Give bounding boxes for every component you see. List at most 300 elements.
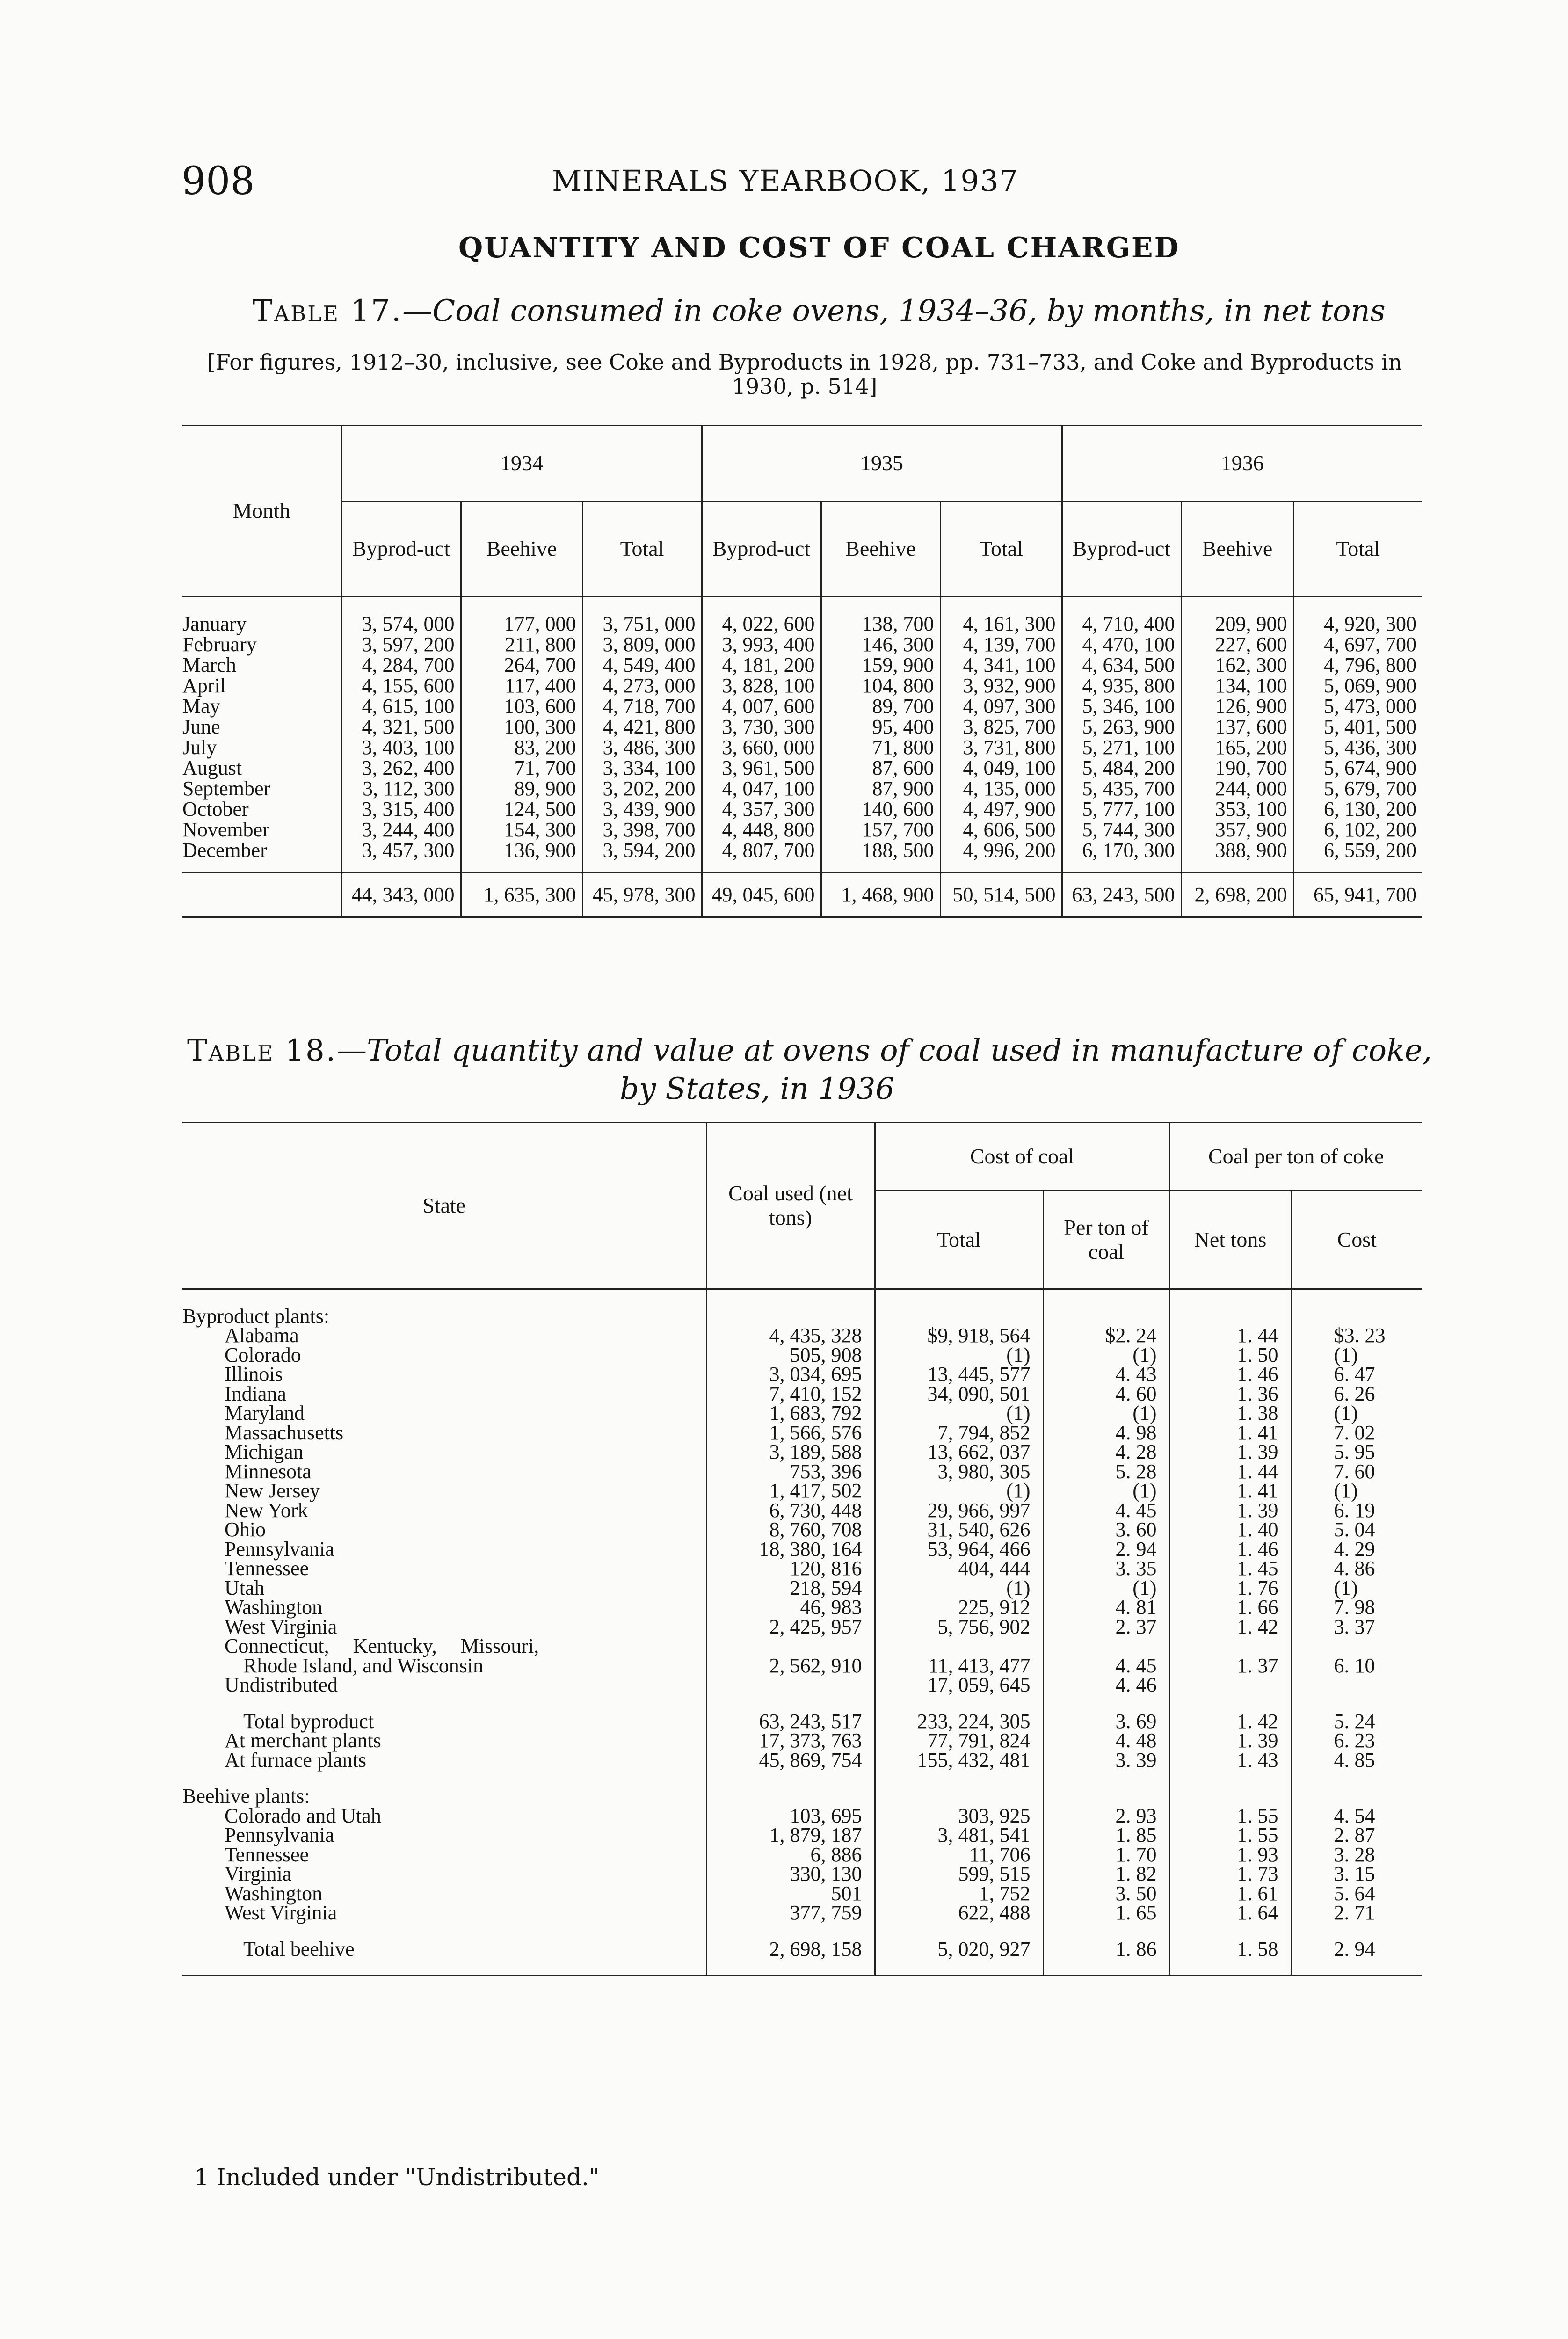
total-cell: 13, 445, 577 bbox=[875, 1365, 1043, 1384]
value-cell: 6, 102, 200 bbox=[1293, 820, 1422, 840]
value-cell: 211, 800 bbox=[461, 634, 582, 655]
coal-cell: 8, 760, 708 bbox=[706, 1520, 875, 1540]
year-1934: 1934 bbox=[341, 426, 702, 501]
table-row bbox=[182, 820, 1422, 840]
empty-cell bbox=[706, 1695, 875, 1712]
empty-cell bbox=[1169, 1289, 1291, 1307]
value-cell: 3, 932, 900 bbox=[940, 676, 1062, 696]
value-cell: 89, 700 bbox=[821, 696, 940, 717]
state-label: Illinois bbox=[225, 1363, 283, 1386]
empty-cell bbox=[1291, 1695, 1422, 1712]
table-18-title-line2: by States, in 1936 bbox=[620, 1072, 895, 1106]
value-cell: 4, 421, 800 bbox=[582, 717, 702, 737]
table-row bbox=[182, 1326, 1422, 1345]
empty-cell bbox=[875, 1695, 1043, 1712]
coal-cell: 120, 816 bbox=[706, 1559, 875, 1578]
state-label: Washington bbox=[225, 1881, 323, 1905]
table-row bbox=[182, 1520, 1422, 1540]
net-cell: 1. 37 bbox=[1169, 1656, 1291, 1676]
footnote: 1 Included under "Undistributed." bbox=[194, 2164, 600, 2191]
cost-cell: 7. 98 bbox=[1291, 1598, 1422, 1617]
cost-cell bbox=[1291, 1675, 1422, 1695]
table-row bbox=[182, 799, 1422, 820]
table-row bbox=[182, 1578, 1422, 1598]
total-cell: 233, 224, 305 bbox=[875, 1712, 1043, 1731]
table-row bbox=[182, 1442, 1422, 1462]
month-cell bbox=[182, 696, 341, 717]
value-cell: 4, 007, 600 bbox=[702, 696, 821, 717]
state-cell bbox=[182, 1709, 706, 1733]
cost-cell: 4. 54 bbox=[1291, 1806, 1422, 1826]
value-cell: 3, 993, 400 bbox=[702, 634, 821, 655]
cost-cell: (1) bbox=[1291, 1345, 1422, 1365]
net-cell: 1. 40 bbox=[1169, 1520, 1291, 1540]
table-row bbox=[182, 1462, 1422, 1482]
total-cell: 5, 020, 927 bbox=[875, 1939, 1043, 1976]
state-cell bbox=[182, 1403, 706, 1423]
cost-total-header: Total bbox=[875, 1191, 1043, 1289]
total-cell: 77, 791, 824 bbox=[875, 1731, 1043, 1751]
empty-cell bbox=[1291, 1787, 1422, 1806]
total-cell: 50, 514, 500 bbox=[940, 873, 1062, 917]
table-row bbox=[182, 1403, 1422, 1423]
total-cell: 17, 059, 645 bbox=[875, 1675, 1043, 1695]
value-cell: 4, 697, 700 bbox=[1293, 634, 1422, 655]
state-label: Colorado and Utah bbox=[225, 1804, 381, 1827]
state-cell bbox=[182, 1675, 706, 1695]
coal-used-header: Coal used (net tons) bbox=[706, 1123, 875, 1289]
cost-header: Cost bbox=[1291, 1191, 1422, 1289]
net-cell: 1. 36 bbox=[1169, 1384, 1291, 1404]
col-header: Total bbox=[940, 501, 1062, 596]
empty-cell bbox=[1291, 1307, 1422, 1326]
empty-cell bbox=[1043, 1636, 1169, 1656]
table-row bbox=[182, 1365, 1422, 1384]
empty-cell bbox=[875, 1636, 1043, 1656]
state-cell bbox=[182, 1442, 706, 1462]
empty-cell bbox=[706, 1636, 875, 1656]
state-label: Pennsylvania bbox=[225, 1823, 334, 1846]
state-cell bbox=[182, 1881, 706, 1905]
totals-label bbox=[182, 873, 341, 917]
value-cell: 4, 321, 500 bbox=[341, 717, 461, 737]
state-cell bbox=[182, 1559, 706, 1578]
cost-cell: 7. 60 bbox=[1291, 1462, 1422, 1482]
month-label: February bbox=[182, 633, 257, 656]
per-ton-cell: 4. 48 bbox=[1043, 1731, 1169, 1751]
total-cell: 404, 444 bbox=[875, 1559, 1043, 1578]
spacer-row bbox=[182, 1770, 1422, 1787]
month-label: July bbox=[182, 736, 217, 759]
per-ton-cell: (1) bbox=[1043, 1345, 1169, 1365]
value-cell: 159, 900 bbox=[821, 655, 940, 676]
coal-cell: 7, 410, 152 bbox=[706, 1384, 875, 1404]
state-cell bbox=[182, 1598, 706, 1617]
total-cell: 155, 432, 481 bbox=[875, 1751, 1043, 1770]
net-cell: 1. 76 bbox=[1169, 1578, 1291, 1598]
per-ton-cell: 2. 93 bbox=[1043, 1806, 1169, 1826]
state-cell bbox=[182, 1520, 706, 1540]
state-cell bbox=[182, 1845, 706, 1865]
state-label: West Virginia bbox=[225, 1615, 337, 1638]
value-cell: 227, 600 bbox=[1181, 634, 1293, 655]
state-label: Indiana bbox=[225, 1382, 286, 1405]
total-cell: 5, 756, 902 bbox=[875, 1617, 1043, 1637]
value-cell: 71, 800 bbox=[821, 737, 940, 758]
state-label: Undistributed bbox=[225, 1673, 338, 1696]
table-row bbox=[182, 1656, 1422, 1676]
value-cell: 4, 161, 300 bbox=[940, 596, 1062, 635]
table-row bbox=[182, 655, 1422, 676]
value-cell: 4, 710, 400 bbox=[1062, 596, 1181, 635]
state-label: Ohio bbox=[225, 1518, 266, 1541]
cost-cell: 2. 71 bbox=[1291, 1903, 1422, 1923]
coal-cell: 45, 869, 754 bbox=[706, 1751, 875, 1770]
total-cell: 303, 925 bbox=[875, 1806, 1043, 1826]
col-header: Byprod-uct bbox=[341, 501, 461, 596]
table-row bbox=[182, 1675, 1422, 1695]
state-cell bbox=[182, 1806, 706, 1826]
table-row bbox=[182, 1845, 1422, 1865]
total-cell: 49, 045, 600 bbox=[702, 873, 821, 917]
value-cell: 95, 400 bbox=[821, 717, 940, 737]
state-label: Total beehive bbox=[243, 1937, 355, 1961]
per-ton-cell: 4. 81 bbox=[1043, 1598, 1169, 1617]
per-ton-cell: 1. 86 bbox=[1043, 1939, 1169, 1976]
value-cell: 209, 900 bbox=[1181, 596, 1293, 635]
spacer-row bbox=[182, 1695, 1422, 1712]
value-cell: 3, 828, 100 bbox=[702, 676, 821, 696]
value-cell: 4, 181, 200 bbox=[702, 655, 821, 676]
value-cell: 4, 155, 600 bbox=[341, 676, 461, 696]
per-ton-cell: 2. 37 bbox=[1043, 1617, 1169, 1637]
running-head: MINERALS YEARBOOK, 1937 bbox=[552, 164, 1019, 198]
group-label-row bbox=[182, 1787, 1422, 1806]
month-cell bbox=[182, 655, 341, 676]
empty-cell bbox=[706, 1787, 875, 1806]
coal-cell: 753, 396 bbox=[706, 1462, 875, 1482]
state-cell bbox=[182, 1384, 706, 1404]
value-cell: 6, 559, 200 bbox=[1293, 840, 1422, 873]
value-cell: 353, 100 bbox=[1181, 799, 1293, 820]
table-row bbox=[182, 1617, 1422, 1637]
table-row bbox=[182, 696, 1422, 717]
table-row bbox=[182, 1345, 1422, 1365]
value-cell: 104, 800 bbox=[821, 676, 940, 696]
value-cell: 3, 112, 300 bbox=[341, 778, 461, 799]
value-cell: 4, 606, 500 bbox=[940, 820, 1062, 840]
total-cell: 1, 635, 300 bbox=[461, 873, 582, 917]
table-row bbox=[182, 737, 1422, 758]
coal-cell: 103, 695 bbox=[706, 1806, 875, 1826]
net-cell: 1. 46 bbox=[1169, 1540, 1291, 1559]
net-cell: 1. 66 bbox=[1169, 1598, 1291, 1617]
cost-cell: 2. 87 bbox=[1291, 1825, 1422, 1845]
value-cell: 4, 497, 900 bbox=[940, 799, 1062, 820]
coal-cell: 1, 566, 576 bbox=[706, 1423, 875, 1443]
month-label: August bbox=[182, 756, 242, 779]
month-header: Month bbox=[182, 426, 341, 596]
value-cell: 4, 047, 100 bbox=[702, 778, 821, 799]
per-ton-cell: 4. 45 bbox=[1043, 1501, 1169, 1520]
total-cell: 2, 698, 200 bbox=[1181, 873, 1293, 917]
value-cell: 89, 900 bbox=[461, 778, 582, 799]
empty-cell bbox=[875, 1923, 1043, 1939]
coal-cell: 2, 698, 158 bbox=[706, 1939, 875, 1976]
table-row bbox=[182, 1712, 1422, 1731]
month-cell bbox=[182, 820, 341, 840]
value-cell: 4, 634, 500 bbox=[1062, 655, 1181, 676]
state-label: Pennsylvania bbox=[225, 1537, 334, 1561]
state-cell bbox=[182, 1825, 706, 1845]
total-cell: 11, 706 bbox=[875, 1845, 1043, 1865]
coal-cell: 3, 034, 695 bbox=[706, 1365, 875, 1384]
coal-cell: 218, 594 bbox=[706, 1578, 875, 1598]
state-label-line2: Rhode Island, and Wisconsin bbox=[243, 1654, 484, 1677]
empty-cell bbox=[875, 1770, 1043, 1787]
empty-cell bbox=[1169, 1636, 1291, 1656]
month-cell bbox=[182, 778, 341, 799]
state-label: At furnace plants bbox=[225, 1748, 366, 1772]
table-row bbox=[182, 1751, 1422, 1770]
value-cell: 124, 500 bbox=[461, 799, 582, 820]
state-label: Utah bbox=[225, 1576, 265, 1599]
value-cell: 134, 100 bbox=[1181, 676, 1293, 696]
empty-cell bbox=[706, 1770, 875, 1787]
per-ton-cell: 1. 65 bbox=[1043, 1903, 1169, 1923]
cost-cell: 6. 10 bbox=[1291, 1656, 1422, 1676]
cost-of-coal-header: Cost of coal bbox=[875, 1123, 1169, 1191]
net-cell: 1. 58 bbox=[1169, 1939, 1291, 1976]
cost-cell: 5. 24 bbox=[1291, 1712, 1422, 1731]
state-cell bbox=[182, 1578, 706, 1598]
group-label-row bbox=[182, 1307, 1422, 1326]
total-cell: 11, 413, 477 bbox=[875, 1656, 1043, 1676]
value-cell: 357, 900 bbox=[1181, 820, 1293, 840]
value-cell: 154, 300 bbox=[461, 820, 582, 840]
per-ton-cell: $2. 24 bbox=[1043, 1326, 1169, 1345]
table-row bbox=[182, 717, 1422, 737]
empty-cell bbox=[1291, 1770, 1422, 1787]
coal-cell: 17, 373, 763 bbox=[706, 1731, 875, 1751]
coal-cell: 330, 130 bbox=[706, 1864, 875, 1884]
empty-cell bbox=[1291, 1636, 1422, 1656]
empty-cell bbox=[1043, 1923, 1169, 1939]
page-number: 908 bbox=[181, 159, 255, 203]
value-cell: 4, 135, 000 bbox=[940, 778, 1062, 799]
per-ton-cell: 3. 60 bbox=[1043, 1520, 1169, 1540]
cost-cell: 4. 85 bbox=[1291, 1751, 1422, 1770]
cost-cell: 6. 47 bbox=[1291, 1365, 1422, 1384]
total-cell: 3, 481, 541 bbox=[875, 1825, 1043, 1845]
total-cell: 29, 966, 997 bbox=[875, 1501, 1043, 1520]
value-cell: 4, 273, 000 bbox=[582, 676, 702, 696]
col-header: Total bbox=[582, 501, 702, 596]
table-row bbox=[182, 1501, 1422, 1520]
value-cell: 71, 700 bbox=[461, 758, 582, 778]
cost-cell: (1) bbox=[1291, 1481, 1422, 1501]
net-cell: 1. 61 bbox=[1169, 1884, 1291, 1903]
state-label: New York bbox=[225, 1498, 308, 1522]
state-header: State bbox=[182, 1123, 706, 1289]
value-cell: 3, 730, 300 bbox=[702, 717, 821, 737]
table-row bbox=[182, 1598, 1422, 1617]
per-ton-cell: 5. 28 bbox=[1043, 1462, 1169, 1482]
value-cell: 388, 900 bbox=[1181, 840, 1293, 873]
table-17 bbox=[182, 426, 1422, 918]
state-cell bbox=[182, 1498, 706, 1522]
state-cell bbox=[182, 1481, 706, 1501]
total-cell: 45, 978, 300 bbox=[582, 873, 702, 917]
total-cell: 1, 752 bbox=[875, 1884, 1043, 1903]
value-cell: 137, 600 bbox=[1181, 717, 1293, 737]
state-label-line1: Connecticut, Kentucky, Missouri, bbox=[225, 1634, 539, 1657]
value-cell: 5, 674, 900 bbox=[1293, 758, 1422, 778]
per-ton-cell: 4. 45 bbox=[1043, 1656, 1169, 1676]
empty-cell bbox=[182, 1770, 706, 1787]
net-cell: 1. 41 bbox=[1169, 1481, 1291, 1501]
month-cell bbox=[182, 799, 341, 820]
value-cell: 136, 900 bbox=[461, 840, 582, 873]
spacer-row bbox=[182, 1923, 1422, 1939]
value-cell: 117, 400 bbox=[461, 676, 582, 696]
value-cell: 5, 473, 000 bbox=[1293, 696, 1422, 717]
month-cell bbox=[182, 758, 341, 778]
col-header: Total bbox=[1293, 501, 1422, 596]
state-label: Total byproduct bbox=[243, 1709, 374, 1733]
net-cell: 1. 42 bbox=[1169, 1617, 1291, 1637]
empty-cell bbox=[706, 1923, 875, 1939]
empty-cell bbox=[1169, 1787, 1291, 1806]
col-header: Beehive bbox=[1181, 501, 1293, 596]
coal-cell: 377, 759 bbox=[706, 1903, 875, 1923]
value-cell: 4, 807, 700 bbox=[702, 840, 821, 873]
value-cell: 3, 398, 700 bbox=[582, 820, 702, 840]
net-tons-header: Net tons bbox=[1169, 1191, 1291, 1289]
table-row bbox=[182, 778, 1422, 799]
net-cell: 1. 43 bbox=[1169, 1751, 1291, 1770]
value-cell: 3, 244, 400 bbox=[341, 820, 461, 840]
coal-cell: 3, 189, 588 bbox=[706, 1442, 875, 1462]
value-cell: 87, 900 bbox=[821, 778, 940, 799]
year-1935: 1935 bbox=[702, 426, 1062, 501]
state-cell bbox=[182, 1462, 706, 1482]
value-cell: 138, 700 bbox=[821, 596, 940, 635]
month-cell bbox=[182, 634, 341, 655]
coal-cell: 501 bbox=[706, 1884, 875, 1903]
cost-cell: 4. 86 bbox=[1291, 1559, 1422, 1578]
value-cell: 140, 600 bbox=[821, 799, 940, 820]
cost-cell: 3. 15 bbox=[1291, 1864, 1422, 1884]
value-cell: 244, 000 bbox=[1181, 778, 1293, 799]
value-cell: 4, 357, 300 bbox=[702, 799, 821, 820]
table-row bbox=[182, 758, 1422, 778]
year-1936: 1936 bbox=[1062, 426, 1422, 501]
value-cell: 3, 574, 000 bbox=[341, 596, 461, 635]
state-label: At merchant plants bbox=[225, 1729, 381, 1752]
net-cell: 1. 50 bbox=[1169, 1345, 1291, 1365]
value-cell: 5, 271, 100 bbox=[1062, 737, 1181, 758]
cost-cell: 7. 02 bbox=[1291, 1423, 1422, 1443]
per-ton-cell: (1) bbox=[1043, 1578, 1169, 1598]
per-ton-cell: 2. 94 bbox=[1043, 1540, 1169, 1559]
value-cell: 146, 300 bbox=[821, 634, 940, 655]
total-cell: (1) bbox=[875, 1578, 1043, 1598]
month-label: September bbox=[182, 777, 271, 800]
state-cell bbox=[182, 1731, 706, 1751]
empty-cell bbox=[182, 1289, 706, 1307]
total-cell: 622, 488 bbox=[875, 1903, 1043, 1923]
coal-cell: 1, 417, 502 bbox=[706, 1481, 875, 1501]
state-label: Tennessee bbox=[225, 1557, 309, 1580]
empty-cell bbox=[706, 1307, 875, 1326]
col-header: Byprod-uct bbox=[702, 501, 821, 596]
net-cell bbox=[1169, 1675, 1291, 1695]
per-ton-cell: (1) bbox=[1043, 1481, 1169, 1501]
value-cell: 4, 615, 100 bbox=[341, 696, 461, 717]
value-cell: 3, 486, 300 bbox=[582, 737, 702, 758]
value-cell: 4, 097, 300 bbox=[940, 696, 1062, 717]
total-cell: 1, 468, 900 bbox=[821, 873, 940, 917]
state-cell bbox=[182, 1345, 706, 1365]
per-ton-cell: 3. 69 bbox=[1043, 1712, 1169, 1731]
col-header: Beehive bbox=[461, 501, 582, 596]
value-cell: 4, 796, 800 bbox=[1293, 655, 1422, 676]
table-row bbox=[182, 1481, 1422, 1501]
net-cell: 1. 42 bbox=[1169, 1712, 1291, 1731]
empty-cell bbox=[1291, 1923, 1422, 1939]
value-cell: 3, 334, 100 bbox=[582, 758, 702, 778]
per-ton-cell: 3. 50 bbox=[1043, 1884, 1169, 1903]
table-row bbox=[182, 1384, 1422, 1404]
value-cell: 4, 920, 300 bbox=[1293, 596, 1422, 635]
value-cell: 103, 600 bbox=[461, 696, 582, 717]
month-cell bbox=[182, 737, 341, 758]
net-cell: 1. 93 bbox=[1169, 1845, 1291, 1865]
state-cell bbox=[182, 1617, 706, 1637]
per-ton-cell: 4. 28 bbox=[1043, 1442, 1169, 1462]
per-ton-cell: 1. 70 bbox=[1043, 1845, 1169, 1865]
empty-cell bbox=[1169, 1923, 1291, 1939]
empty-cell bbox=[875, 1307, 1043, 1326]
state-label: Washington bbox=[225, 1596, 323, 1619]
cost-cell: (1) bbox=[1291, 1578, 1422, 1598]
empty-cell bbox=[182, 1923, 706, 1939]
value-cell: 87, 600 bbox=[821, 758, 940, 778]
coal-cell: 46, 983 bbox=[706, 1598, 875, 1617]
value-cell: 126, 900 bbox=[1181, 696, 1293, 717]
per-ton-cell: 4. 43 bbox=[1043, 1365, 1169, 1384]
state-label: Massachusetts bbox=[225, 1421, 344, 1444]
value-cell: 190, 700 bbox=[1181, 758, 1293, 778]
month-label: December bbox=[182, 839, 267, 862]
total-cell: 7, 794, 852 bbox=[875, 1423, 1043, 1443]
value-cell: 5, 744, 300 bbox=[1062, 820, 1181, 840]
cost-cell: 2. 94 bbox=[1291, 1939, 1422, 1976]
cost-cell: 5. 95 bbox=[1291, 1442, 1422, 1462]
table-18-title-line1: —Total quantity and value at ovens of coal used in manufacture of coke, bbox=[337, 1033, 1432, 1068]
total-cell: $9, 918, 564 bbox=[875, 1326, 1043, 1345]
net-cell: 1. 73 bbox=[1169, 1864, 1291, 1884]
col-header: Beehive bbox=[821, 501, 940, 596]
total-cell: 3, 980, 305 bbox=[875, 1462, 1043, 1482]
total-cell: 63, 243, 500 bbox=[1062, 873, 1181, 917]
table-17-note: [For figures, 1912–30, inclusive, see Coke and Byproducts in 1928, pp. 731–733, and Coke and Byproducts in 1930, p. 514] bbox=[207, 349, 1402, 399]
value-cell: 5, 435, 700 bbox=[1062, 778, 1181, 799]
empty-cell bbox=[1043, 1787, 1169, 1806]
coal-cell: 6, 730, 448 bbox=[706, 1501, 875, 1520]
empty-cell bbox=[1043, 1307, 1169, 1326]
